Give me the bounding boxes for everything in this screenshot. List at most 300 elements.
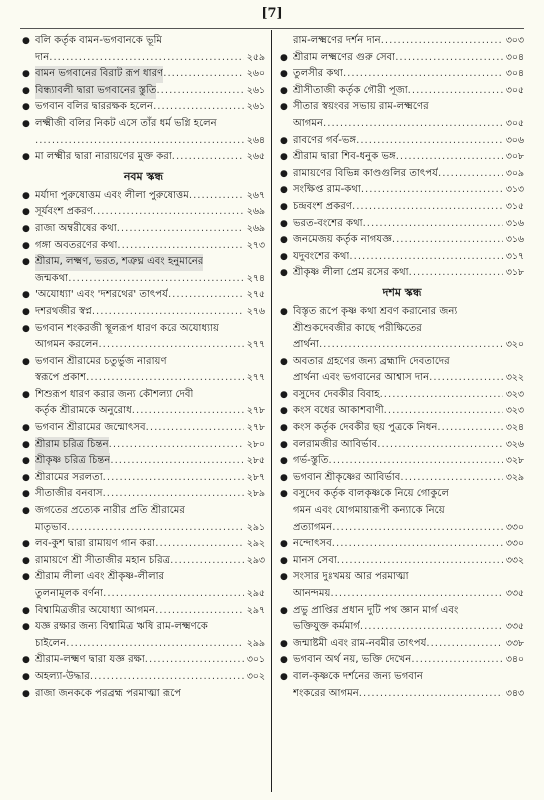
entry-title: আগমন bbox=[293, 117, 324, 129]
bullet-icon: ● bbox=[280, 489, 288, 500]
entry-title: সীতার স্বয়ংবর সভায় রাম-লক্ষ্মণের bbox=[293, 101, 429, 113]
bullet-icon: ● bbox=[280, 389, 288, 400]
entry-page-number: ৩২২ bbox=[505, 372, 524, 384]
entry-page-number: ৩৩৮ bbox=[505, 637, 524, 649]
toc-entry[interactable] bbox=[280, 536, 524, 553]
dot-leader bbox=[145, 652, 244, 669]
entry-page-number: ২৬০ bbox=[246, 68, 265, 80]
entry-title: শ্রীরাম লীলা এবং শ্রীকৃষ্ণ-লীলার bbox=[35, 571, 165, 583]
bullet-icon: ● bbox=[280, 423, 288, 434]
bullet-icon: ● bbox=[280, 406, 288, 417]
toc-entry[interactable] bbox=[22, 586, 265, 603]
toc-entry[interactable] bbox=[280, 133, 524, 150]
dot-leader bbox=[170, 553, 244, 570]
bullet-icon: ● bbox=[280, 268, 288, 279]
entry-page-number: ২৯২ bbox=[246, 538, 265, 550]
entry-title: লক্ষ্মীজী বলির নিকট এসে তাঁর ধর্ম ভগ্নি হলেন bbox=[35, 117, 217, 129]
entry-title: মানস সেবা bbox=[293, 554, 337, 566]
dot-leader bbox=[360, 619, 503, 636]
dot-leader bbox=[437, 420, 502, 437]
dot-leader bbox=[117, 221, 244, 238]
entry-title: কংস বধের আকাশবাণী bbox=[293, 405, 384, 417]
entry-page-number: ৩২৩ bbox=[505, 388, 524, 400]
entry-page-number: ২৭৮ bbox=[246, 422, 265, 434]
bullet-icon: ● bbox=[22, 472, 30, 483]
entry-page-number: ৩০১ bbox=[246, 654, 265, 666]
bullet-icon: ● bbox=[280, 638, 288, 649]
bullet-icon: ● bbox=[22, 36, 30, 46]
entry-title: শ্রীরাম চরিত্র চিন্তন bbox=[35, 437, 109, 454]
bullet-icon: ● bbox=[22, 207, 30, 218]
bullet-icon: ● bbox=[22, 69, 30, 80]
toc-entry[interactable] bbox=[280, 50, 524, 67]
bullet-icon: ● bbox=[22, 671, 30, 682]
entry-title: শ্রীরাম, লক্ষ্মণ, ভরত, শত্রুঘ্ন এবং হনুমানের bbox=[35, 254, 203, 271]
entry-title: রামায়ণে শ্রী সীতাজীর মহান চরিত্র bbox=[35, 554, 171, 566]
toc-entry[interactable] bbox=[280, 669, 524, 686]
bullet-icon: ● bbox=[280, 605, 288, 616]
toc-entry[interactable] bbox=[22, 603, 265, 620]
dot-leader bbox=[103, 470, 244, 487]
section-heading: দশম স্কন্ধ bbox=[382, 285, 422, 299]
dot-leader bbox=[86, 370, 244, 387]
entry-title: শ্রীরাম দ্বারা শিব-ধনুক ভঙ্গ bbox=[293, 151, 396, 163]
toc-entry[interactable] bbox=[22, 271, 265, 288]
dot-leader bbox=[67, 520, 244, 537]
entry-title: শংকরের আগমন bbox=[293, 687, 359, 699]
entry-title: সূর্যবংশ প্রকরণ bbox=[35, 206, 93, 218]
toc-entry[interactable] bbox=[22, 520, 265, 537]
toc-entry[interactable] bbox=[22, 337, 265, 354]
toc-entry[interactable] bbox=[22, 83, 265, 100]
entry-page-number: ৩০৫ bbox=[505, 84, 524, 96]
entry-title: ভগবান শ্রীরামের চতুর্ভুজ নারায়ণ bbox=[35, 355, 167, 367]
dot-leader bbox=[332, 520, 502, 537]
entry-title: বামন ভগবানের বিরাট রূপ ধারণ bbox=[35, 66, 163, 83]
bullet-icon: ● bbox=[280, 69, 288, 80]
entry-title: জনমেজয় কর্তৃক নাগযজ্ঞ bbox=[293, 234, 392, 246]
dot-leader bbox=[103, 486, 244, 503]
dot-leader bbox=[400, 470, 502, 487]
toc-entry[interactable] bbox=[22, 503, 265, 520]
entry-page-number: ২৭৩ bbox=[246, 239, 265, 251]
toc-entry[interactable] bbox=[22, 33, 265, 50]
entry-page-number: ২৮৫ bbox=[246, 455, 265, 467]
entry-title: শ্রীরামের সরলতা bbox=[35, 471, 103, 483]
entry-title: বসুদেব কর্তৃক বালকৃষ্ণকে নিয়ে গোকুলে bbox=[293, 488, 449, 500]
entry-page-number: ৩০৬ bbox=[505, 134, 524, 146]
bullet-icon: ● bbox=[22, 389, 30, 400]
bullet-icon: ● bbox=[22, 102, 30, 113]
toc-entry[interactable] bbox=[22, 437, 265, 454]
entry-title: চন্দ্রবংশ প্রকরণ bbox=[293, 200, 353, 212]
dot-leader bbox=[426, 636, 502, 653]
toc-entry[interactable] bbox=[22, 287, 265, 304]
entry-page-number: ২৯৫ bbox=[246, 588, 265, 599]
entry-title: বলরামজীর আবির্ভাব bbox=[293, 438, 378, 450]
entry-title: আগমন করলেন bbox=[35, 339, 99, 351]
bullet-icon: ● bbox=[280, 439, 288, 450]
dot-leader bbox=[35, 133, 244, 150]
toc-entry[interactable] bbox=[280, 453, 524, 470]
dot-leader bbox=[352, 199, 503, 216]
toc-entry[interactable] bbox=[22, 304, 265, 321]
entry-page-number: ৩২০ bbox=[505, 339, 524, 351]
toc-entry[interactable] bbox=[280, 370, 524, 387]
entry-title: আনন্দময় bbox=[293, 588, 331, 599]
toc-entry[interactable] bbox=[280, 337, 524, 354]
toc-entry[interactable] bbox=[280, 586, 524, 603]
toc-entry[interactable] bbox=[22, 669, 265, 686]
entry-title: তুলনামূলক বর্ণনা bbox=[35, 588, 104, 599]
toc-entry[interactable] bbox=[22, 652, 265, 669]
dot-leader bbox=[384, 403, 503, 420]
toc-entry[interactable] bbox=[280, 420, 524, 437]
toc-entry[interactable] bbox=[22, 188, 265, 205]
toc-entry[interactable] bbox=[22, 370, 265, 387]
dot-leader bbox=[93, 204, 244, 221]
toc-entry[interactable] bbox=[280, 99, 524, 116]
toc-entry[interactable] bbox=[22, 66, 265, 83]
toc-entry[interactable] bbox=[22, 686, 265, 703]
entry-page-number: ৩১৬ bbox=[505, 217, 524, 229]
entry-title: সংক্ষিপ্ত রাম-কথা bbox=[293, 184, 361, 196]
dot-leader bbox=[146, 420, 244, 437]
entry-page-number: ২৭৬ bbox=[246, 305, 265, 317]
entry-page-number: ২৮০ bbox=[246, 438, 265, 450]
entry-page-number: ৩১৫ bbox=[505, 200, 524, 212]
toc-entry[interactable] bbox=[280, 249, 524, 266]
toc-entry[interactable] bbox=[280, 619, 524, 636]
dot-leader bbox=[377, 437, 502, 454]
bullet-icon: ● bbox=[280, 456, 288, 467]
bullet-icon: ● bbox=[22, 257, 30, 268]
entry-title: মা লক্ষ্মীর দ্বারা নারায়ণের মুক্ত করা bbox=[35, 151, 172, 163]
dot-leader bbox=[329, 453, 503, 470]
toc-entry[interactable] bbox=[280, 265, 524, 282]
dot-leader bbox=[163, 66, 243, 83]
entry-page-number: ২৮৭ bbox=[246, 471, 265, 483]
page-number: [7] bbox=[261, 6, 283, 21]
dot-leader bbox=[153, 99, 244, 116]
entry-title: দশরথজীর স্বপ্ন bbox=[35, 305, 92, 317]
dot-leader bbox=[103, 586, 244, 603]
bullet-icon: ● bbox=[280, 356, 288, 367]
bullet-icon: ● bbox=[22, 489, 30, 500]
dot-leader bbox=[396, 149, 503, 166]
dot-leader bbox=[438, 166, 503, 183]
entry-title: যজ্ঞ রক্ষার জন্য বিশ্বামিত্র ঋষি রাম-লক্ষ্মণকে bbox=[35, 621, 208, 633]
dot-leader bbox=[332, 536, 503, 553]
bullet-icon: ● bbox=[22, 356, 30, 367]
toc-entry[interactable] bbox=[280, 569, 524, 586]
dot-leader bbox=[323, 116, 503, 133]
toc-entry[interactable] bbox=[280, 403, 524, 420]
entry-page-number: ৩১৭ bbox=[505, 250, 524, 262]
bullet-icon: ● bbox=[22, 655, 30, 666]
entry-page-number: ৩৩৫ bbox=[505, 621, 524, 633]
entry-page-number: ৩২৪ bbox=[505, 422, 524, 434]
dot-leader bbox=[117, 238, 243, 255]
entry-page-number: ২৬১ bbox=[246, 84, 265, 96]
entry-title: বিস্তৃত রূপে কৃষ্ণ কথা শ্রবণ করানোর জন্য bbox=[293, 305, 458, 317]
entry-title: কর্তৃক শ্রীরামকে অনুরোধ bbox=[35, 405, 132, 417]
entry-title: বলি কর্তৃক বামন-ভগবানকে ভূমি bbox=[35, 35, 163, 46]
bullet-icon: ● bbox=[280, 306, 288, 317]
toc-entry[interactable] bbox=[22, 486, 265, 503]
dot-leader bbox=[168, 287, 244, 304]
entry-title: প্রার্থনা এবং ভগবানের আশ্বাস দান bbox=[293, 372, 430, 384]
dot-leader bbox=[109, 437, 244, 454]
entry-page-number: ২৬৯ bbox=[246, 222, 265, 234]
dot-leader bbox=[110, 453, 243, 470]
entry-title: জন্মকথা bbox=[35, 272, 69, 284]
toc-entry[interactable] bbox=[280, 686, 524, 703]
bullet-icon: ● bbox=[22, 223, 30, 234]
bullet-icon: ● bbox=[280, 572, 288, 583]
toc-entry[interactable] bbox=[22, 470, 265, 487]
entry-title: 'অযোধ্যা' এবং 'দশরথের' তাৎপর্য bbox=[35, 289, 168, 301]
entry-title: তুলসীর কথা bbox=[293, 68, 343, 80]
toc-entry[interactable] bbox=[22, 149, 265, 166]
entry-page-number: ৩৪০ bbox=[505, 654, 524, 666]
entry-title: নন্দোৎসব bbox=[293, 538, 332, 550]
entry-title: রাম-লক্ষ্মণের দর্শন দান bbox=[293, 35, 381, 46]
entry-title: শ্রীকৃষ্ণ লীলা প্রেম রসের কথা bbox=[293, 267, 409, 279]
bullet-icon: ● bbox=[22, 323, 30, 334]
entry-page-number: ২৭৮ bbox=[246, 405, 265, 417]
header-rule bbox=[20, 28, 524, 29]
entry-title: প্রত্যাগমন bbox=[293, 521, 333, 533]
entry-title: প্রার্থনা bbox=[293, 339, 319, 351]
entry-title: সীতাজীর বনবাস bbox=[35, 488, 103, 500]
toc-entry[interactable] bbox=[280, 116, 524, 133]
entry-title: প্রভু প্রাপ্তির প্রধান দুটি পথ জ্ঞান মার্গ এবং bbox=[293, 604, 459, 616]
toc-entry[interactable] bbox=[280, 66, 524, 83]
entry-title: অবতার গ্রহণের জন্য ব্রহ্মাদি দেবতাদের bbox=[293, 355, 450, 367]
entry-title: মাতৃভাব bbox=[35, 521, 68, 533]
bullet-icon: ● bbox=[22, 506, 30, 517]
entry-title: বাল-কৃষ্ণকে দর্শনের জন্য ভগবান bbox=[293, 670, 423, 682]
bullet-icon: ● bbox=[22, 85, 30, 96]
toc-entry[interactable] bbox=[22, 238, 265, 255]
dot-leader bbox=[409, 265, 503, 282]
entry-page-number: ২৬৪ bbox=[246, 134, 265, 146]
entry-title: ভগবান শ্রীরামের জন্মোৎসব bbox=[35, 422, 146, 434]
entry-title: গঙ্গা অবতরণের কথা bbox=[35, 239, 118, 251]
bullet-icon: ● bbox=[280, 201, 288, 212]
toc-entry[interactable] bbox=[22, 354, 265, 371]
dot-leader bbox=[330, 586, 502, 603]
entry-page-number: ৩১৮ bbox=[505, 267, 524, 279]
toc-entry[interactable] bbox=[280, 182, 524, 199]
bullet-icon: ● bbox=[22, 572, 30, 583]
toc-entry[interactable] bbox=[280, 520, 524, 537]
toc-entry[interactable] bbox=[22, 420, 265, 437]
toc-entry[interactable] bbox=[280, 321, 524, 338]
entry-title: রাজা অম্বরীষের কথা bbox=[35, 222, 117, 234]
entry-title: শ্রীরাম-লক্ষ্মণ দ্বারা যজ্ঞ রক্ষা bbox=[35, 654, 145, 666]
entry-page-number: ২৬১ bbox=[246, 101, 265, 113]
bullet-icon: ● bbox=[280, 135, 288, 146]
bullet-icon: ● bbox=[280, 655, 288, 666]
toc-entry[interactable] bbox=[22, 636, 265, 653]
bullet-icon: ● bbox=[280, 218, 288, 229]
bullet-icon: ● bbox=[280, 152, 288, 163]
entry-title: যদুবংশের কথা bbox=[293, 250, 350, 262]
toc-entry[interactable] bbox=[22, 99, 265, 116]
bullet-icon: ● bbox=[280, 185, 288, 196]
bullet-icon: ● bbox=[22, 290, 30, 301]
dot-leader bbox=[356, 133, 503, 150]
dot-leader bbox=[361, 182, 503, 199]
bullet-icon: ● bbox=[22, 190, 30, 201]
toc-entry[interactable] bbox=[280, 486, 524, 503]
toc-entry[interactable] bbox=[280, 216, 524, 233]
bullet-icon: ● bbox=[280, 539, 288, 550]
toc-entry[interactable] bbox=[280, 553, 524, 570]
toc-entry[interactable] bbox=[22, 387, 265, 404]
toc-entry[interactable] bbox=[280, 354, 524, 371]
entry-title: শ্রীরাম লক্ষ্মণের গুরু সেবা bbox=[293, 51, 396, 63]
entry-title: শিশুরূপ ধারণ করার জন্য কৌশল্যা দেবী bbox=[35, 388, 194, 400]
entry-page-number: ৩০৪ bbox=[505, 68, 524, 80]
dot-leader bbox=[429, 370, 503, 387]
dot-leader bbox=[92, 304, 244, 321]
toc-entry[interactable] bbox=[280, 652, 524, 669]
bullet-icon: ● bbox=[22, 423, 30, 434]
toc-entry[interactable] bbox=[22, 569, 265, 586]
toc-entry[interactable] bbox=[280, 232, 524, 249]
toc-entry[interactable] bbox=[22, 403, 265, 420]
bullet-icon: ● bbox=[280, 555, 288, 566]
bullet-icon: ● bbox=[22, 240, 30, 251]
dot-leader bbox=[359, 686, 503, 703]
toc-entry[interactable] bbox=[22, 133, 265, 150]
entry-title: ভরত-বংশের কথা bbox=[293, 217, 363, 229]
dot-leader bbox=[343, 66, 503, 83]
entry-title: শ্রীকৃষ্ণ চরিত্র চিন্তন bbox=[35, 453, 110, 470]
entry-page-number: ২৭৭ bbox=[246, 372, 265, 384]
toc-entry[interactable] bbox=[22, 221, 265, 238]
toc-entry[interactable] bbox=[280, 437, 524, 454]
entry-title: ভগবান অর্থ নয়, ভক্তি দেখেন bbox=[293, 654, 412, 666]
entry-page-number: ৩০৫ bbox=[505, 117, 524, 129]
dot-leader bbox=[395, 50, 503, 67]
toc-entry[interactable] bbox=[22, 204, 265, 221]
entry-page-number: ৩০৮ bbox=[505, 151, 524, 163]
entry-page-number: ৩২৯ bbox=[505, 471, 524, 483]
toc-entry[interactable] bbox=[22, 116, 265, 133]
entry-page-number: ২৬৫ bbox=[246, 151, 265, 163]
entry-title: কংস কর্তৃক দেবকীর ছয় পুত্রকে নিধন bbox=[293, 422, 438, 434]
dot-leader bbox=[172, 149, 244, 166]
toc-entry[interactable] bbox=[280, 603, 524, 620]
entry-page-number: ৩৩২ bbox=[505, 554, 524, 566]
entry-title: ভগবান শ্রীকৃষ্ণের আবির্ভাব bbox=[293, 471, 401, 483]
entry-page-number: ৩২৬ bbox=[505, 438, 524, 450]
toc-entry[interactable] bbox=[280, 387, 524, 404]
toc-entry[interactable] bbox=[280, 199, 524, 216]
bullet-icon: ● bbox=[280, 235, 288, 246]
dot-leader bbox=[98, 337, 243, 354]
toc-entry[interactable] bbox=[280, 33, 524, 50]
entry-page-number: ৩৪৩ bbox=[505, 687, 524, 699]
entry-page-number: ৩৩০ bbox=[505, 538, 524, 550]
bullet-icon: ● bbox=[280, 168, 288, 179]
toc-entry[interactable] bbox=[22, 619, 265, 636]
entry-title: মর্যাদা পুরুষোত্তম এবং লীলা পুরুষোত্তম bbox=[35, 189, 189, 201]
dot-leader bbox=[349, 249, 502, 266]
toc-entry[interactable] bbox=[22, 254, 265, 271]
toc-entry[interactable] bbox=[280, 166, 524, 183]
entry-title: বিন্ধ্যাবলী দ্বারা ভগবানের স্তুতি bbox=[35, 83, 156, 100]
entry-page-number: ২৮৯ bbox=[246, 488, 265, 500]
dot-leader bbox=[156, 83, 243, 100]
toc-entry[interactable] bbox=[22, 553, 265, 570]
toc-entry[interactable] bbox=[22, 50, 265, 67]
dot-leader bbox=[319, 337, 503, 354]
entry-title: চাইলেন bbox=[35, 637, 67, 649]
entry-page-number: ৩০৩ bbox=[505, 35, 524, 46]
entry-title: জগতের প্রত্যেক নারীর প্রতি শ্রীরামের bbox=[35, 505, 185, 517]
bullet-icon: ● bbox=[22, 539, 30, 550]
toc-entry[interactable] bbox=[280, 470, 524, 487]
bullet-icon: ● bbox=[22, 555, 30, 566]
entry-title: ভগবান শংকরজী স্থূলরূপ ধারণ করে অযোধ্যায় bbox=[35, 322, 219, 334]
bullet-icon: ● bbox=[280, 102, 288, 113]
toc-entry[interactable] bbox=[280, 83, 524, 100]
toc-entry[interactable] bbox=[280, 149, 524, 166]
entry-title: বিশ্বামিত্রজীর অযোধ্যা আগমন bbox=[35, 604, 156, 616]
toc-left-column bbox=[22, 33, 265, 702]
entry-title: জন্মাষ্টমী এবং রাম-নবমীর তাৎপর্য bbox=[293, 637, 427, 649]
dot-leader bbox=[380, 387, 503, 404]
entry-page-number: ২৯৩ bbox=[246, 554, 265, 566]
dot-leader bbox=[132, 403, 244, 420]
entry-title: রাবণের গর্ব-ভঙ্গ bbox=[293, 134, 357, 146]
entry-page-number: ৩০৯ bbox=[505, 167, 524, 179]
dot-leader bbox=[381, 33, 503, 50]
entry-page-number: ২৯৯ bbox=[246, 637, 265, 649]
entry-page-number: ৩৩০ bbox=[505, 521, 524, 533]
dot-leader bbox=[90, 669, 244, 686]
entry-title: দান bbox=[35, 51, 50, 63]
dot-leader bbox=[155, 603, 244, 620]
toc-entry[interactable] bbox=[22, 536, 265, 553]
entry-title: সংসার দুঃখময় আর পরমাত্মা bbox=[293, 571, 409, 583]
toc-entry[interactable] bbox=[280, 503, 524, 520]
bullet-icon: ● bbox=[280, 251, 288, 262]
dot-leader bbox=[408, 83, 503, 100]
dot-leader bbox=[68, 271, 244, 288]
section-heading: নবম স্কন্ধ bbox=[123, 169, 164, 183]
entry-page-number: ২৫৯ bbox=[246, 51, 265, 63]
entry-page-number: ২৯৭ bbox=[246, 604, 265, 616]
bullet-icon: ● bbox=[22, 456, 30, 467]
toc-entry[interactable] bbox=[280, 304, 524, 321]
entry-page-number: ২৭৭ bbox=[246, 339, 265, 351]
entry-title: গমন এবং যোগমায়ারূপী কন্যাকে নিয়ে bbox=[293, 505, 445, 517]
toc-entry[interactable] bbox=[22, 321, 265, 338]
bullet-icon: ● bbox=[280, 472, 288, 483]
toc-entry[interactable] bbox=[280, 636, 524, 653]
bullet-icon: ● bbox=[22, 439, 30, 450]
entry-page-number: ২৭৫ bbox=[246, 289, 265, 301]
entry-title: শ্রীসীতাজী কর্তৃক গৌরী পূজা bbox=[293, 84, 408, 96]
toc-entry[interactable] bbox=[22, 453, 265, 470]
entry-title: লব-কুশ দ্বারা রামায়ণ গান করা bbox=[35, 538, 156, 550]
